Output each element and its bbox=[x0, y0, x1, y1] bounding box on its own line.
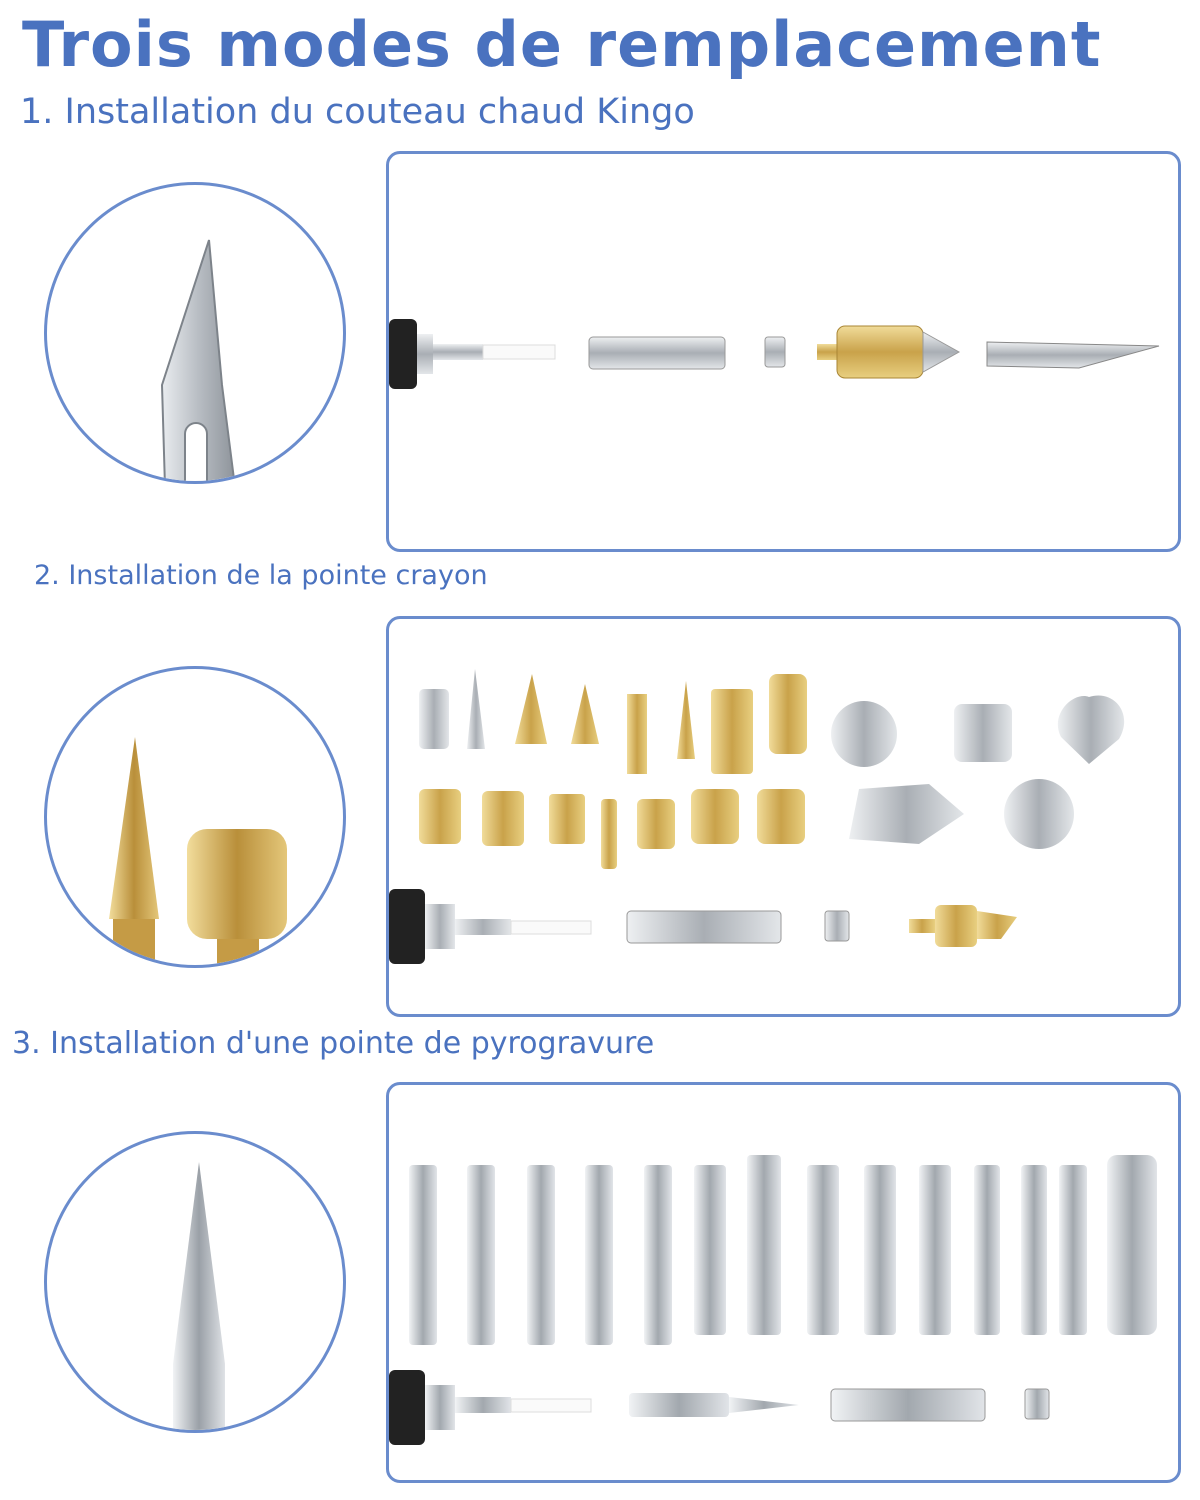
section-1-title: 1. Installation du couteau chaud Kingo bbox=[20, 92, 695, 132]
knurled-holder bbox=[817, 326, 959, 378]
section-3-title: 3. Installation d'une pointe de pyrogravure bbox=[12, 1026, 655, 1061]
knife-blade bbox=[987, 342, 1159, 368]
pen-assembly-row bbox=[389, 889, 1017, 964]
nut bbox=[765, 337, 785, 367]
section-2-title: 2. Installation de la pointe crayon bbox=[34, 560, 488, 591]
stamp-tips bbox=[831, 695, 1124, 849]
burning-tip-closeup bbox=[44, 1131, 346, 1433]
knife-blade-closeup bbox=[44, 182, 346, 484]
sleeve-tube bbox=[589, 337, 725, 369]
burning-tips-row bbox=[409, 1155, 1157, 1345]
knife-assembly-panel bbox=[386, 151, 1181, 552]
pencil-tip-closeup bbox=[44, 666, 346, 968]
brass-tips-row-2 bbox=[419, 789, 805, 869]
brass-tips-row-1 bbox=[419, 669, 807, 774]
page-title: Trois modes de remplacement bbox=[22, 8, 1102, 81]
burning-tips-panel bbox=[386, 1082, 1181, 1483]
pencil-tips-panel bbox=[386, 616, 1181, 1017]
pen-handle-icon bbox=[389, 319, 555, 389]
pen-assembly-row bbox=[389, 1370, 1049, 1445]
